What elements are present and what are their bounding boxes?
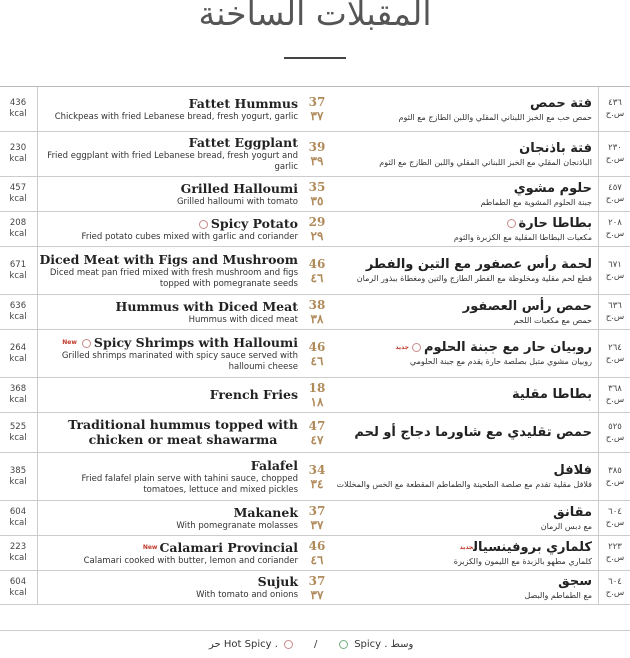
column-divider	[598, 132, 599, 176]
price-en: 38	[308, 298, 326, 312]
item-name-en: Hummus with Diced Meat	[115, 298, 298, 314]
item-name-en: Makanek	[233, 504, 298, 520]
kcal-unit: kcal	[9, 194, 27, 204]
item-ar	[332, 247, 592, 294]
item-name-ar: فتة حمص	[529, 95, 592, 111]
item-ar	[332, 453, 592, 500]
item-name-ar: فلافل	[553, 463, 592, 478]
item-desc-en: Hummus with diced meat	[188, 314, 298, 325]
menu-item-row	[0, 212, 630, 247]
kcal-ar-value: ٦٠٤	[608, 507, 622, 517]
kcal-value: 636	[9, 301, 27, 311]
price-en: 37	[308, 573, 326, 588]
kcal-ar	[600, 132, 630, 176]
menu-item-row	[0, 87, 630, 132]
kcal-ar-value: ٦٠٤	[608, 576, 622, 587]
kcal-unit: kcal	[9, 353, 27, 364]
kcal-ar-unit: س.ح	[605, 587, 625, 598]
item-name-en: $^{New}$ Calamari Provincial	[142, 539, 298, 555]
column-divider	[37, 501, 38, 535]
kcal-ar	[600, 330, 630, 377]
item-desc-en: Fried falafel plain serve with tahini sauce, chopped tomatoes, lettuce and mixed pickles	[81, 473, 298, 495]
menu-item-row	[0, 501, 630, 536]
price-ar: ٣٤	[310, 476, 324, 491]
item-desc-ar: مع الطماطم والبصل	[524, 591, 592, 600]
kcal-ar	[600, 413, 630, 452]
kcal-unit: kcal	[9, 432, 27, 443]
column-divider	[598, 212, 599, 246]
price-en: 47	[308, 418, 326, 433]
kcal-value: 604	[9, 507, 27, 517]
item-name-ar: روبيان حار مع جبنة الحلوم$^{جديد}$	[395, 340, 592, 355]
kcal-unit: kcal	[9, 229, 27, 239]
item-en	[42, 501, 298, 535]
item-en	[42, 177, 298, 211]
column-divider	[37, 330, 38, 377]
column-divider	[598, 247, 599, 294]
legend-spicy-ar: وسط	[390, 639, 414, 650]
item-desc-en: Grilled halloumi with tomato	[176, 196, 298, 207]
column-divider	[37, 413, 38, 452]
item-en	[42, 453, 298, 500]
kcal-ar-unit: س.ح	[605, 229, 625, 239]
menu-table	[0, 86, 630, 605]
item-en	[42, 212, 298, 246]
kcal-en	[0, 247, 36, 294]
kcal-en	[0, 177, 36, 211]
column-divider	[598, 536, 599, 570]
item-name-ar: بطاطا مقلية	[512, 387, 592, 402]
price-en: 37	[308, 95, 326, 109]
kcal-value: 671	[9, 259, 27, 270]
column-divider	[37, 453, 38, 500]
column-divider	[598, 453, 599, 500]
item-price	[306, 132, 328, 176]
kcal-en	[0, 87, 36, 131]
kcal-en	[0, 132, 36, 176]
item-price	[306, 413, 328, 452]
menu-item-row	[0, 413, 630, 453]
menu-item-row	[0, 177, 630, 212]
item-name-ar: مقانق	[553, 504, 592, 520]
kcal-ar-value: ٢٦٤	[608, 342, 622, 353]
spicy-icon	[339, 640, 348, 649]
kcal-en	[0, 501, 36, 535]
item-desc-en: Chickpeas with fried Lebanese bread, fresh yogurt, garlic	[54, 111, 298, 122]
title-divider	[284, 57, 346, 59]
price-en: 46	[308, 339, 326, 354]
item-price	[306, 295, 328, 329]
price-ar: ٣٧	[310, 587, 324, 602]
column-divider	[37, 132, 38, 176]
item-name-ar: لحمة رأس عصفور مع التين والفطر	[365, 257, 592, 272]
item-ar	[332, 132, 592, 176]
column-divider	[598, 330, 599, 377]
item-ar	[332, 501, 592, 535]
kcal-ar	[600, 453, 630, 500]
item-name-en: Sujuk	[257, 574, 298, 589]
item-name-en: Falafel	[250, 457, 298, 473]
kcal-unit: kcal	[9, 518, 27, 528]
price-ar: ٣٧	[310, 109, 324, 123]
kcal-ar-unit: س.ح	[605, 353, 625, 364]
kcal-value: 436	[9, 98, 27, 108]
kcal-value: 230	[9, 143, 27, 153]
kcal-ar-unit: س.ح	[605, 154, 625, 164]
kcal-ar	[600, 212, 630, 246]
item-price	[306, 330, 328, 377]
item-price	[306, 212, 328, 246]
column-divider	[37, 87, 38, 131]
kcal-ar	[600, 536, 630, 570]
legend-hot	[209, 639, 296, 650]
kcal-unit: kcal	[9, 312, 27, 322]
legend-hot-en: Hot Spicy .	[223, 639, 278, 650]
item-ar	[332, 571, 592, 604]
kcal-ar-value: ٥٢٥	[608, 421, 622, 432]
new-badge-ar: جديد	[459, 543, 474, 551]
hot-spicy-icon	[284, 640, 293, 649]
item-name-en: Grilled Halloumi	[180, 180, 298, 196]
item-en	[42, 330, 298, 377]
kcal-unit: kcal	[9, 270, 27, 281]
price-en: 39	[308, 140, 326, 154]
menu-item-row	[0, 132, 630, 177]
column-divider	[598, 413, 599, 452]
item-ar	[332, 378, 592, 412]
item-name-en: $^{New}$ Spicy Shrimps with Halloumi	[62, 334, 298, 350]
item-ar	[332, 212, 592, 246]
price-ar: ٤٦	[310, 553, 324, 567]
kcal-value: 208	[9, 218, 27, 228]
item-desc-ar: كلماري مطهو بالزبدة مع الليمون والكزبرة	[453, 556, 592, 566]
column-divider	[37, 295, 38, 329]
price-ar: ٤٧	[310, 432, 324, 447]
price-en: 46	[308, 256, 326, 271]
legend-separator: /	[314, 639, 318, 650]
kcal-ar-unit: س.ح	[605, 518, 625, 528]
kcal-ar-unit: س.ح	[605, 194, 625, 204]
kcal-en	[0, 571, 36, 604]
kcal-value: 264	[9, 342, 27, 353]
kcal-ar-unit: س.ح	[605, 312, 625, 322]
price-en: 46	[308, 539, 326, 553]
kcal-ar-value: ٣٦٨	[608, 384, 622, 394]
kcal-ar-value: ٢٢٣	[608, 542, 622, 552]
price-en: 18	[308, 381, 326, 395]
price-en: 35	[308, 180, 326, 194]
kcal-ar-value: ٢٣٠	[608, 143, 622, 153]
item-desc-en: Diced meat pan fried mixed with fresh mushroom and figs topped with pomegranate seeds	[49, 267, 298, 289]
kcal-ar	[600, 295, 630, 329]
item-desc-ar: روبيان مشوي متبل بصلصة حارة يقدم مع جبنة الحلومي	[409, 357, 592, 366]
menu-item-row	[0, 453, 630, 501]
item-en	[42, 87, 298, 131]
hot-spicy-icon	[412, 343, 421, 352]
price-ar: ١٨	[310, 395, 324, 409]
item-price	[306, 87, 328, 131]
menu-item-row	[0, 247, 630, 295]
kcal-ar-value: ٤٥٧	[608, 183, 622, 193]
item-ar	[332, 536, 592, 570]
kcal-ar	[600, 571, 630, 604]
kcal-ar-unit: س.ح	[605, 553, 625, 563]
item-name-ar: فتة باذنجان	[519, 140, 592, 156]
item-price	[306, 453, 328, 500]
kcal-ar-unit: س.ح	[605, 270, 625, 281]
kcal-en	[0, 536, 36, 570]
item-name-ar: حمص تقليدي مع شاورما دجاج أو لحم	[354, 424, 592, 440]
page-title: المقبلات الساخنة	[198, 0, 432, 33]
item-en	[42, 378, 298, 412]
item-desc-ar: حمص حب مع الخبز اللبناني المقلي واللبن الطازج مع الثوم	[398, 112, 592, 122]
kcal-ar	[600, 177, 630, 211]
item-desc-ar: قطع لحم مقلية ومخلوطة مع الفطر الطازج والتين ومغطاة ببذور الرمان	[356, 274, 592, 283]
item-price	[306, 536, 328, 570]
kcal-unit: kcal	[9, 476, 27, 487]
item-desc-ar: جبنة الحلوم المشوية مع الطماطم	[480, 197, 592, 207]
item-name-ar: كلماري بروفينسيال$^{جديد}$	[459, 539, 592, 555]
menu-item-row	[0, 378, 630, 413]
new-badge: New	[142, 543, 158, 551]
column-divider	[598, 177, 599, 211]
column-divider	[598, 87, 599, 131]
price-ar: ٤٦	[310, 353, 324, 368]
kcal-ar	[600, 87, 630, 131]
kcal-ar-unit: س.ح	[605, 395, 625, 405]
price-en: 37	[308, 504, 326, 518]
column-divider	[37, 571, 38, 604]
column-divider	[598, 501, 599, 535]
legend-hot-ar: حر	[209, 639, 221, 650]
kcal-value: 604	[9, 576, 27, 587]
price-ar: ٣٧	[310, 518, 324, 532]
kcal-unit: kcal	[9, 109, 27, 119]
legend	[0, 630, 630, 658]
price-en: 34	[308, 462, 326, 477]
item-price	[306, 177, 328, 211]
item-price	[306, 571, 328, 604]
price-ar: ٤٦	[310, 270, 324, 285]
kcal-value: 223	[9, 542, 27, 552]
item-ar	[332, 413, 592, 452]
item-desc-en: With tomato and onions	[196, 590, 298, 600]
item-name-en: Fattet Hummus	[188, 95, 298, 111]
kcal-value: 525	[9, 421, 27, 432]
kcal-unit: kcal	[9, 154, 27, 164]
kcal-ar-value: ٣٨٥	[608, 465, 622, 476]
hot-spicy-icon	[82, 339, 91, 348]
kcal-value: 368	[9, 384, 27, 394]
price-en: 29	[308, 215, 326, 229]
item-desc-ar: مع دبس الرمان	[540, 521, 592, 531]
item-ar	[332, 177, 592, 211]
item-name-ar: حلوم مشوي	[513, 180, 592, 196]
item-name-en: Spicy Potato	[196, 216, 298, 231]
item-ar	[332, 330, 592, 377]
column-divider	[37, 177, 38, 211]
price-ar: ٣٨	[310, 312, 324, 326]
kcal-ar	[600, 378, 630, 412]
hot-spicy-icon	[199, 220, 208, 229]
item-en	[39, 247, 298, 294]
item-name-en: Traditional hummus topped with chicken or meat shawarma	[68, 417, 298, 447]
kcal-ar-value: ٦٣٦	[608, 301, 622, 311]
kcal-ar-value: ٢٠٨	[608, 218, 622, 228]
legend-spicy	[336, 639, 413, 650]
item-desc-ar: حمص مع مكعبات اللحم	[513, 315, 592, 325]
item-name-en: French Fries	[209, 387, 298, 402]
menu-item-row	[0, 536, 630, 571]
column-divider	[37, 536, 38, 570]
hot-spicy-icon	[507, 219, 516, 228]
kcal-unit: kcal	[9, 587, 27, 598]
column-divider	[37, 212, 38, 246]
menu-item-row	[0, 330, 630, 378]
item-desc-ar: الباذنجان المقلي مع الخبز اللبناني المقلي واللبن الطازج مع الثوم	[379, 157, 592, 167]
item-name-en: Fattet Eggplant	[188, 135, 298, 150]
item-desc-en: Fried eggplant with fried Lebanese bread, fresh yogurt and garlic	[47, 151, 298, 172]
kcal-ar	[600, 247, 630, 294]
item-ar	[332, 87, 592, 131]
column-divider	[598, 378, 599, 412]
price-ar: ٢٩	[310, 229, 324, 243]
menu-item-row	[0, 571, 630, 605]
kcal-value: 385	[9, 465, 27, 476]
kcal-en	[0, 378, 36, 412]
item-name-ar: بطاطا حارة	[504, 216, 593, 232]
item-en	[42, 536, 298, 570]
kcal-ar-unit: س.ح	[605, 476, 625, 487]
kcal-unit: kcal	[9, 395, 27, 405]
kcal-ar-value: ٤٣٦	[608, 98, 622, 108]
kcal-en	[0, 295, 36, 329]
column-divider	[598, 295, 599, 329]
new-badge: New	[62, 338, 77, 346]
kcal-ar-value: ٦٧١	[608, 259, 622, 270]
item-en	[42, 295, 298, 329]
price-ar: ٣٥	[310, 194, 324, 208]
item-name-en: Diced Meat with Figs and Mushroom	[39, 251, 298, 267]
item-en	[42, 571, 298, 604]
legend-spicy-en: Spicy .	[354, 639, 388, 650]
item-desc-en: Fried potato cubes mixed with garlic and coriander	[81, 231, 298, 242]
menu-item-row	[0, 295, 630, 330]
item-name-ar: سجق	[558, 574, 592, 589]
price-ar: ٣٩	[310, 154, 324, 168]
item-price	[306, 501, 328, 535]
kcal-en	[0, 413, 36, 452]
item-price	[306, 378, 328, 412]
column-divider	[598, 571, 599, 604]
kcal-ar-unit: س.ح	[605, 432, 625, 443]
item-ar	[332, 295, 592, 329]
kcal-value: 457	[9, 183, 27, 193]
item-en	[42, 132, 298, 176]
item-en	[42, 413, 298, 452]
column-divider	[37, 378, 38, 412]
item-price	[306, 247, 328, 294]
kcal-unit: kcal	[9, 553, 27, 563]
kcal-en	[0, 330, 36, 377]
kcal-ar	[600, 501, 630, 535]
item-desc-en: With pomegranate molasses	[176, 520, 298, 531]
column-divider	[37, 247, 38, 294]
kcal-en	[0, 453, 36, 500]
item-desc-ar: مكعبات البطاطا المقلية مع الكزبرة والثوم	[453, 232, 592, 242]
kcal-en	[0, 212, 36, 246]
kcal-ar-unit: س.ح	[605, 109, 625, 119]
item-desc-ar: فلافل مقلية تقدم مع صلصة الطحينة والطماطم المقطعة مع الخس والمخللات	[336, 480, 592, 489]
item-name-ar: حمص رأس العصفور	[462, 298, 592, 314]
item-desc-en: Grilled shrimps marinated with spicy sauce served with halloumi cheese	[61, 350, 298, 372]
new-badge-ar: جديد	[395, 344, 409, 351]
item-desc-en: Calamari cooked with butter, lemon and coriander	[83, 555, 298, 566]
